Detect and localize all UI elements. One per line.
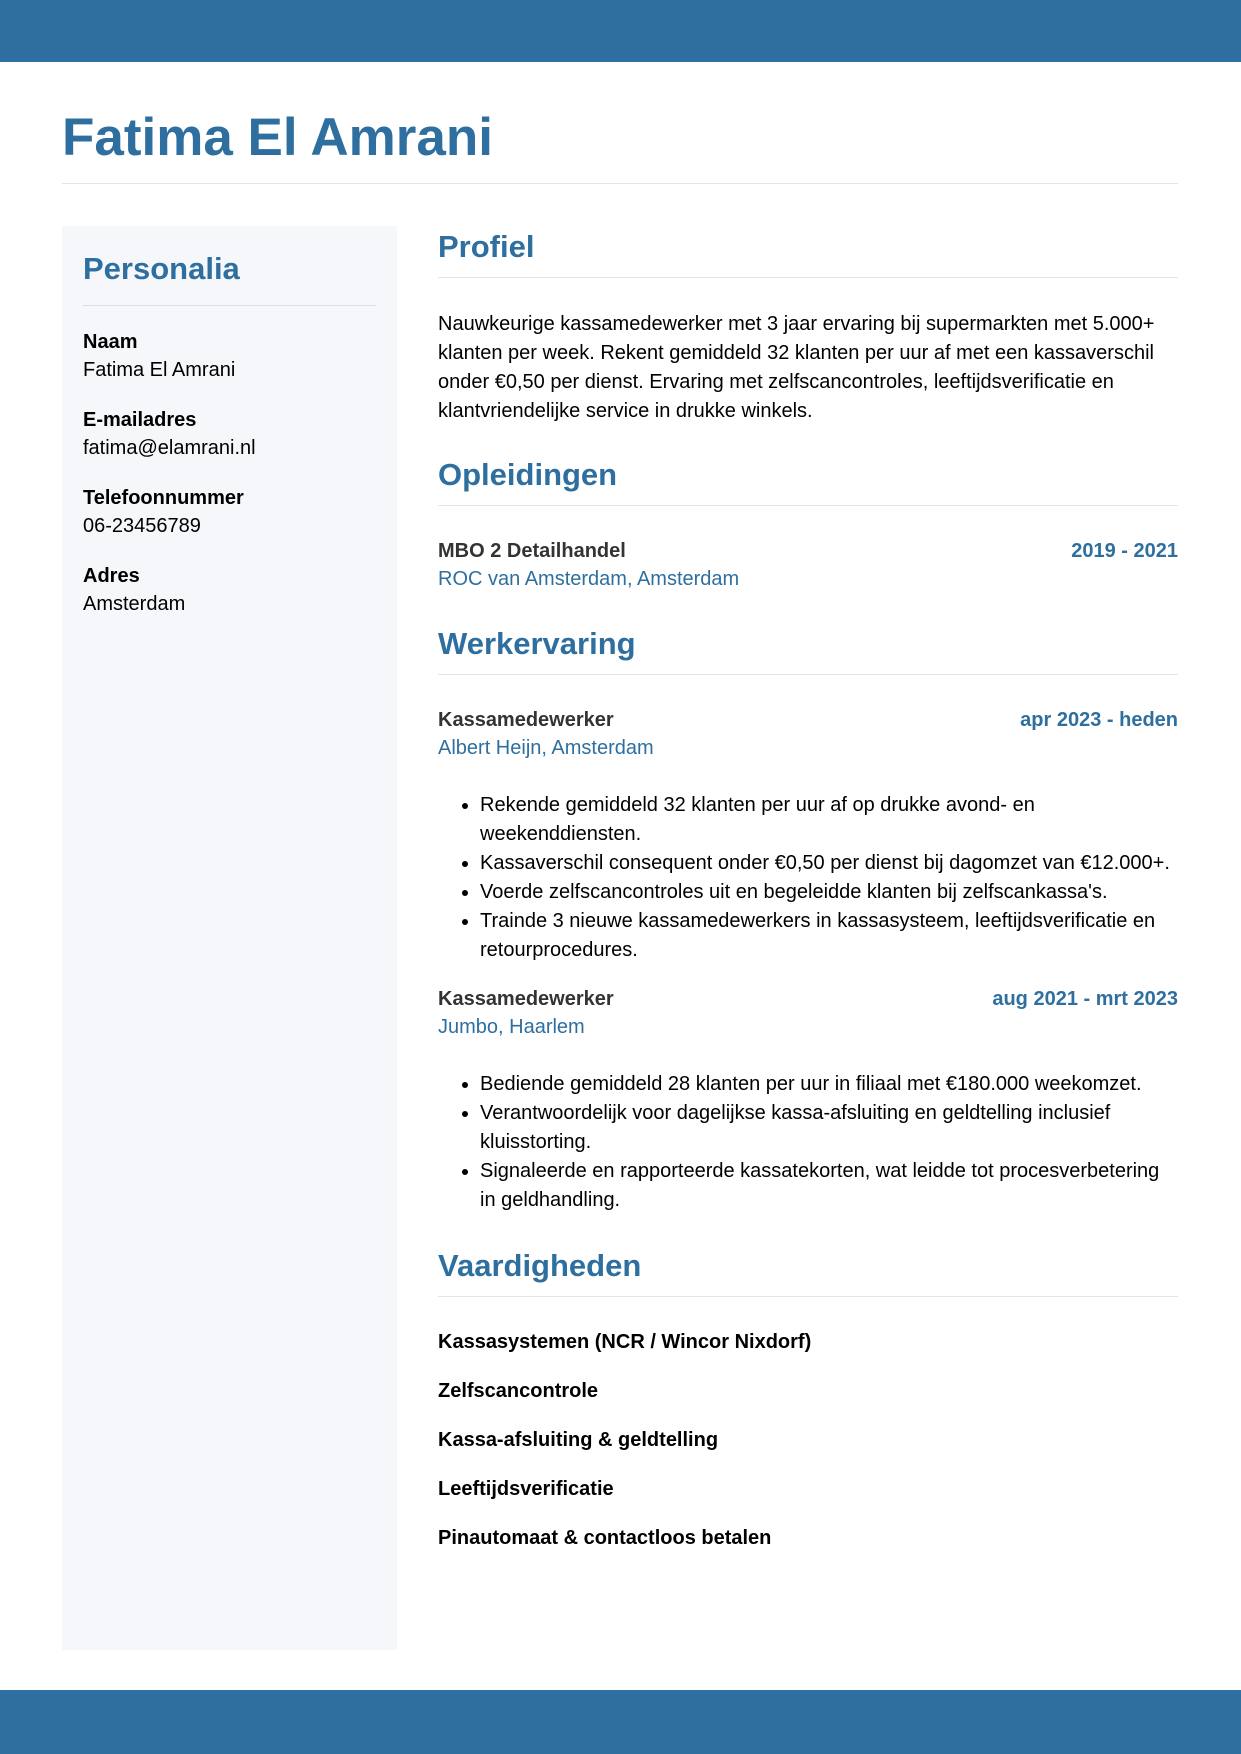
skill-item: Kassa-afsluiting & geldtelling — [438, 1429, 719, 1451]
bullet-list — [438, 791, 1178, 965]
field-label: Telefoonnummer — [83, 487, 244, 509]
field-value: 06-23456789 — [83, 515, 201, 537]
bottom-banner — [0, 1690, 1241, 1754]
list-item: • Verantwoordelijk voor dagelijkse kassa-afsluiting en geldtelling inclusief kluisstorting. — [480, 1099, 1178, 1157]
top-banner — [0, 0, 1241, 62]
field-label: Naam — [83, 331, 138, 353]
field-label: E-mailadres — [83, 409, 197, 431]
skill-item: Leeftijdsverificatie — [438, 1478, 614, 1500]
entry-title: Kassamedewerker — [438, 709, 614, 731]
list-item: • Kassaverschil consequent onder €0,50 per dienst bij dagomzet van €12.000+. — [480, 849, 1178, 878]
entry-date: apr 2023 - heden — [1020, 709, 1178, 731]
skills-list — [438, 1328, 1178, 1552]
main-content — [438, 226, 1178, 1573]
list-item: • Voerde zelfscancontroles uit en begeleidde klanten bij zelfscankassa's. — [480, 878, 1178, 907]
section-divider — [438, 1296, 1178, 1297]
profile-section — [438, 226, 1178, 426]
section-title-profile: Profiel — [438, 229, 535, 264]
profile-text: Nauwkeurige kassamedewerker met 3 jaar ervaring bij supermarkten met 5.000+ klanten per week. Rekent gemiddeld 32 klanten per uur af met een kassaverschil onder €0,50 per dienst. Ervaring met zelfscancontroles, leeftijdsverificatie en klantvriendelijke service in drukke winkels. — [438, 313, 1155, 422]
skills-section — [438, 1245, 1178, 1552]
bullet-list — [438, 1070, 1178, 1215]
sidebar-title: Personalia — [83, 251, 240, 286]
skill-item: Pinautomaat & contactloos betalen — [438, 1527, 772, 1549]
field-name — [83, 328, 376, 384]
field-email — [83, 406, 376, 462]
list-item: • Signaleerde en rapporteerde kassatekorten, wat leidde tot procesverbetering in geldhandling. — [480, 1157, 1178, 1215]
field-value: Amsterdam — [83, 593, 186, 615]
sidebar-divider — [83, 305, 376, 306]
entry-employer: Jumbo, Haarlem — [438, 1016, 585, 1038]
entry-employer: Albert Heijn, Amsterdam — [438, 737, 654, 759]
skill-item: Zelfscancontrole — [438, 1380, 599, 1402]
education-entry — [438, 537, 1178, 594]
section-divider — [438, 277, 1178, 278]
field-value: Fatima El Amrani — [83, 359, 236, 381]
entry-title: MBO 2 Detailhandel — [438, 540, 626, 562]
section-title-experience: Werkervaring — [438, 626, 636, 661]
list-item: • Rekende gemiddeld 32 klanten per uur af op drukke avond- en weekenddiensten. — [480, 791, 1178, 849]
entry-date: aug 2021 - mrt 2023 — [992, 988, 1178, 1010]
field-phone — [83, 484, 376, 540]
skill-item: Kassasystemen (NCR / Wincor Nixdorf) — [438, 1331, 812, 1353]
entry-institution: ROC van Amsterdam, Amsterdam — [438, 568, 740, 590]
experience-section — [438, 623, 1178, 1215]
section-divider — [438, 505, 1178, 506]
personal-info-sidebar — [62, 226, 397, 1650]
field-address — [83, 562, 376, 618]
experience-entry — [438, 985, 1178, 1215]
section-title-skills: Vaardigheden — [438, 1248, 642, 1283]
name-divider — [62, 183, 1178, 184]
field-value: fatima@elamrani.nl — [83, 437, 256, 459]
candidate-name: Fatima El Amrani — [62, 108, 493, 167]
entry-title: Kassamedewerker — [438, 988, 614, 1010]
section-title-education: Opleidingen — [438, 457, 618, 492]
entry-date: 2019 - 2021 — [1071, 540, 1178, 562]
list-item: • Bediende gemiddeld 28 klanten per uur in filiaal met €180.000 weekomzet. — [480, 1070, 1178, 1099]
experience-entry — [438, 706, 1178, 965]
list-item: • Trainde 3 nieuwe kassamedewerkers in kassasysteem, leeftijdsverificatie en retourprocedures. — [480, 907, 1178, 965]
field-label: Adres — [83, 565, 140, 587]
education-section — [438, 454, 1178, 594]
section-divider — [438, 674, 1178, 675]
